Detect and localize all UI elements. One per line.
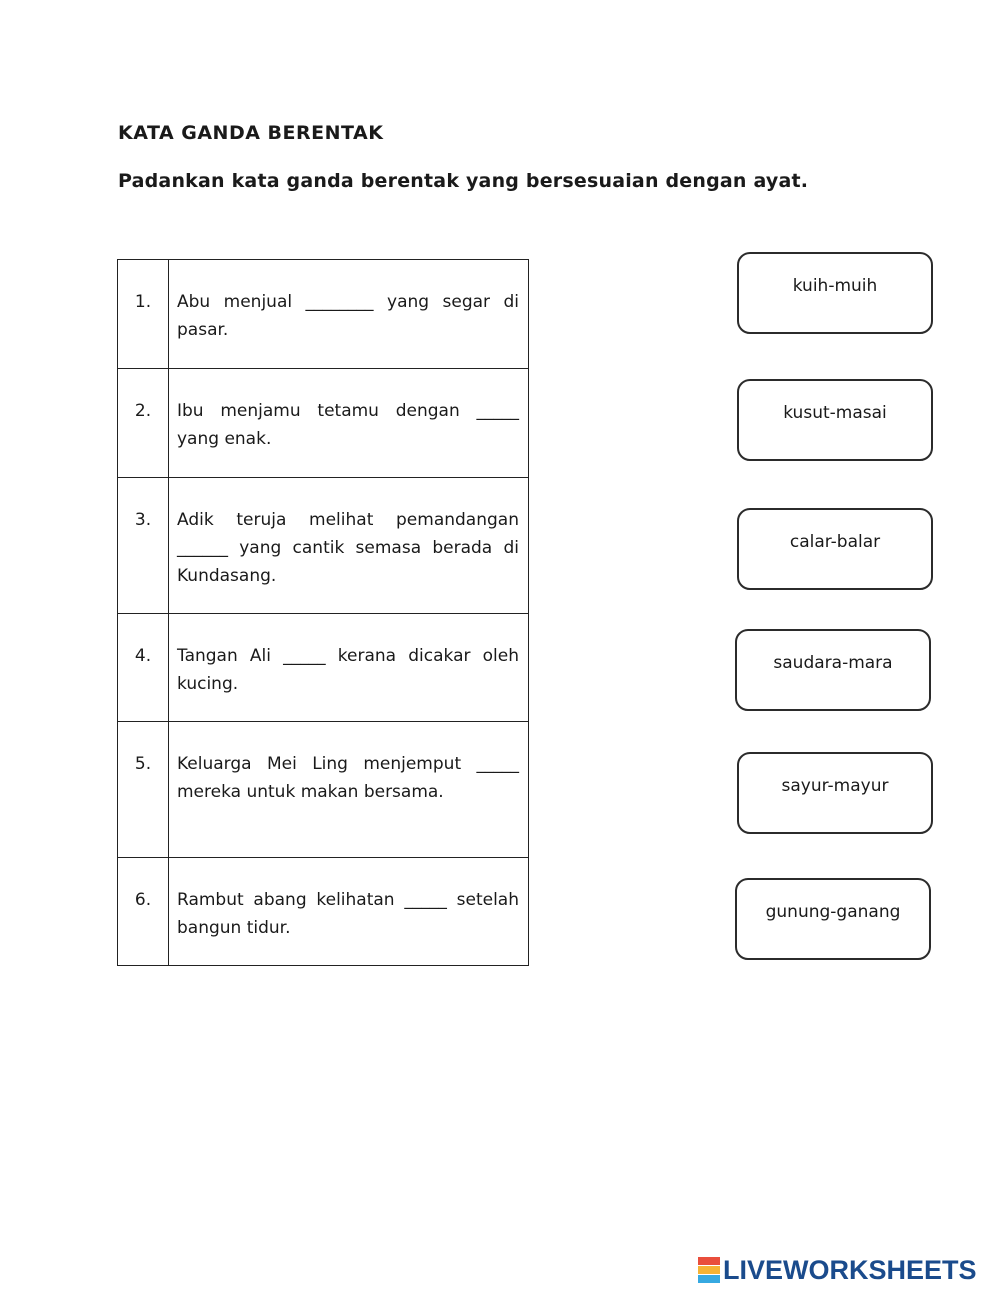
question-number: 2. [118, 369, 169, 478]
question-number: 1. [118, 260, 169, 369]
logo-text: LIVEWORKSHEETS [723, 1254, 977, 1285]
liveworksheets-logo[interactable] [698, 1256, 977, 1284]
option-calar-balar[interactable]: calar-balar [737, 508, 933, 590]
question-row [118, 478, 529, 614]
liveworksheets-logo-icon [698, 1257, 720, 1283]
question-text: Ibu menjamu tetamu dengan _____ yang enak. [169, 369, 529, 478]
option-gunung-ganang[interactable]: gunung-ganang [735, 878, 931, 960]
question-row [118, 614, 529, 722]
question-text: Adik teruja melihat pemandangan ______ yang cantik semasa berada di Kundasang. [169, 478, 529, 614]
question-text: Tangan Ali _____ kerana dicakar oleh kucing. [169, 614, 529, 722]
question-row [118, 722, 529, 858]
option-kusut-masai[interactable]: kusut-masai [737, 379, 933, 461]
option-sayur-mayur[interactable]: sayur-mayur [737, 752, 933, 834]
question-number: 3. [118, 478, 169, 614]
worksheet-title: KATA GANDA BERENTAK [118, 122, 384, 144]
question-text: Keluarga Mei Ling menjemput _____ mereka untuk makan bersama. [169, 722, 529, 858]
question-row [118, 260, 529, 369]
question-number: 6. [118, 858, 169, 966]
questions-table [117, 259, 529, 966]
question-number: 5. [118, 722, 169, 858]
question-number: 4. [118, 614, 169, 722]
question-row [118, 369, 529, 478]
option-kuih-muih[interactable]: kuih-muih [737, 252, 933, 334]
question-text: Abu menjual ________ yang segar di pasar. [169, 260, 529, 369]
worksheet-instruction: Padankan kata ganda berentak yang bersesuaian dengan ayat. [118, 170, 809, 192]
question-row [118, 858, 529, 966]
question-text: Rambut abang kelihatan _____ setelah bangun tidur. [169, 858, 529, 966]
option-saudara-mara[interactable]: saudara-mara [735, 629, 931, 711]
